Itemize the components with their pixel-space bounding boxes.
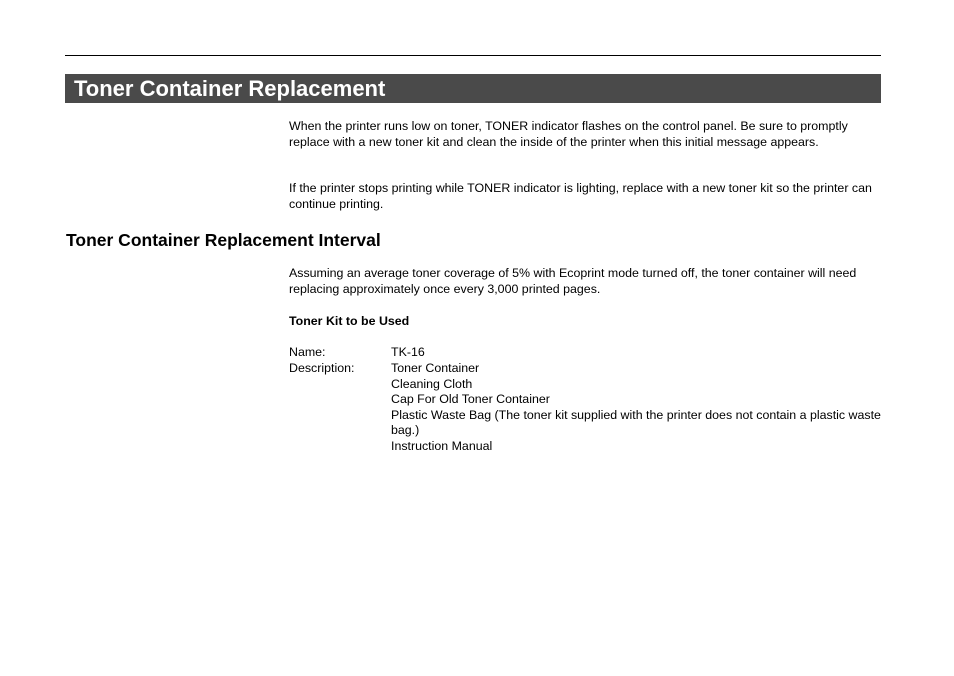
kit-name-value: TK-16: [391, 345, 425, 359]
kit-item-instruction-manual: Instruction Manual: [391, 438, 493, 453]
kit-item-cleaning-cloth: Cleaning Cloth: [391, 376, 473, 391]
title-bar: [65, 74, 881, 103]
kit-item-waste-bag: Plastic Waste Bag (The toner kit supplied with the printer does not contain a plastic waste bag.): [391, 407, 881, 437]
kit-item-cap: Cap For Old Toner Container: [391, 392, 550, 406]
kit-description-list: [391, 361, 881, 454]
kit-description-label: Description:: [289, 361, 355, 375]
kit-item-toner-container: Toner Container: [391, 361, 480, 375]
toner-kit-heading: Toner Kit to be Used: [289, 314, 410, 328]
page-title: Toner Container Replacement: [74, 76, 386, 101]
intro-paragraph-stopped-printing: If the printer stops printing while TONER indicator is lighting, replace with a new toner kit so the printer can continue printing.: [289, 181, 872, 211]
intro-paragraph-low-toner: When the printer runs low on toner, TONER indicator flashes on the control panel. Be sure to promptly replace with a new toner kit and clean the inside of the printer when this initial message appears.: [289, 119, 848, 149]
section-heading-replacement-interval: Toner Container Replacement Interval: [66, 230, 381, 250]
kit-name-label: Name:: [289, 345, 326, 359]
interval-paragraph: Assuming an average toner coverage of 5% with Ecoprint mode turned off, the toner container will need replacing approximately once every 3,000 printed pages.: [289, 266, 857, 296]
header-rule: [65, 55, 881, 56]
